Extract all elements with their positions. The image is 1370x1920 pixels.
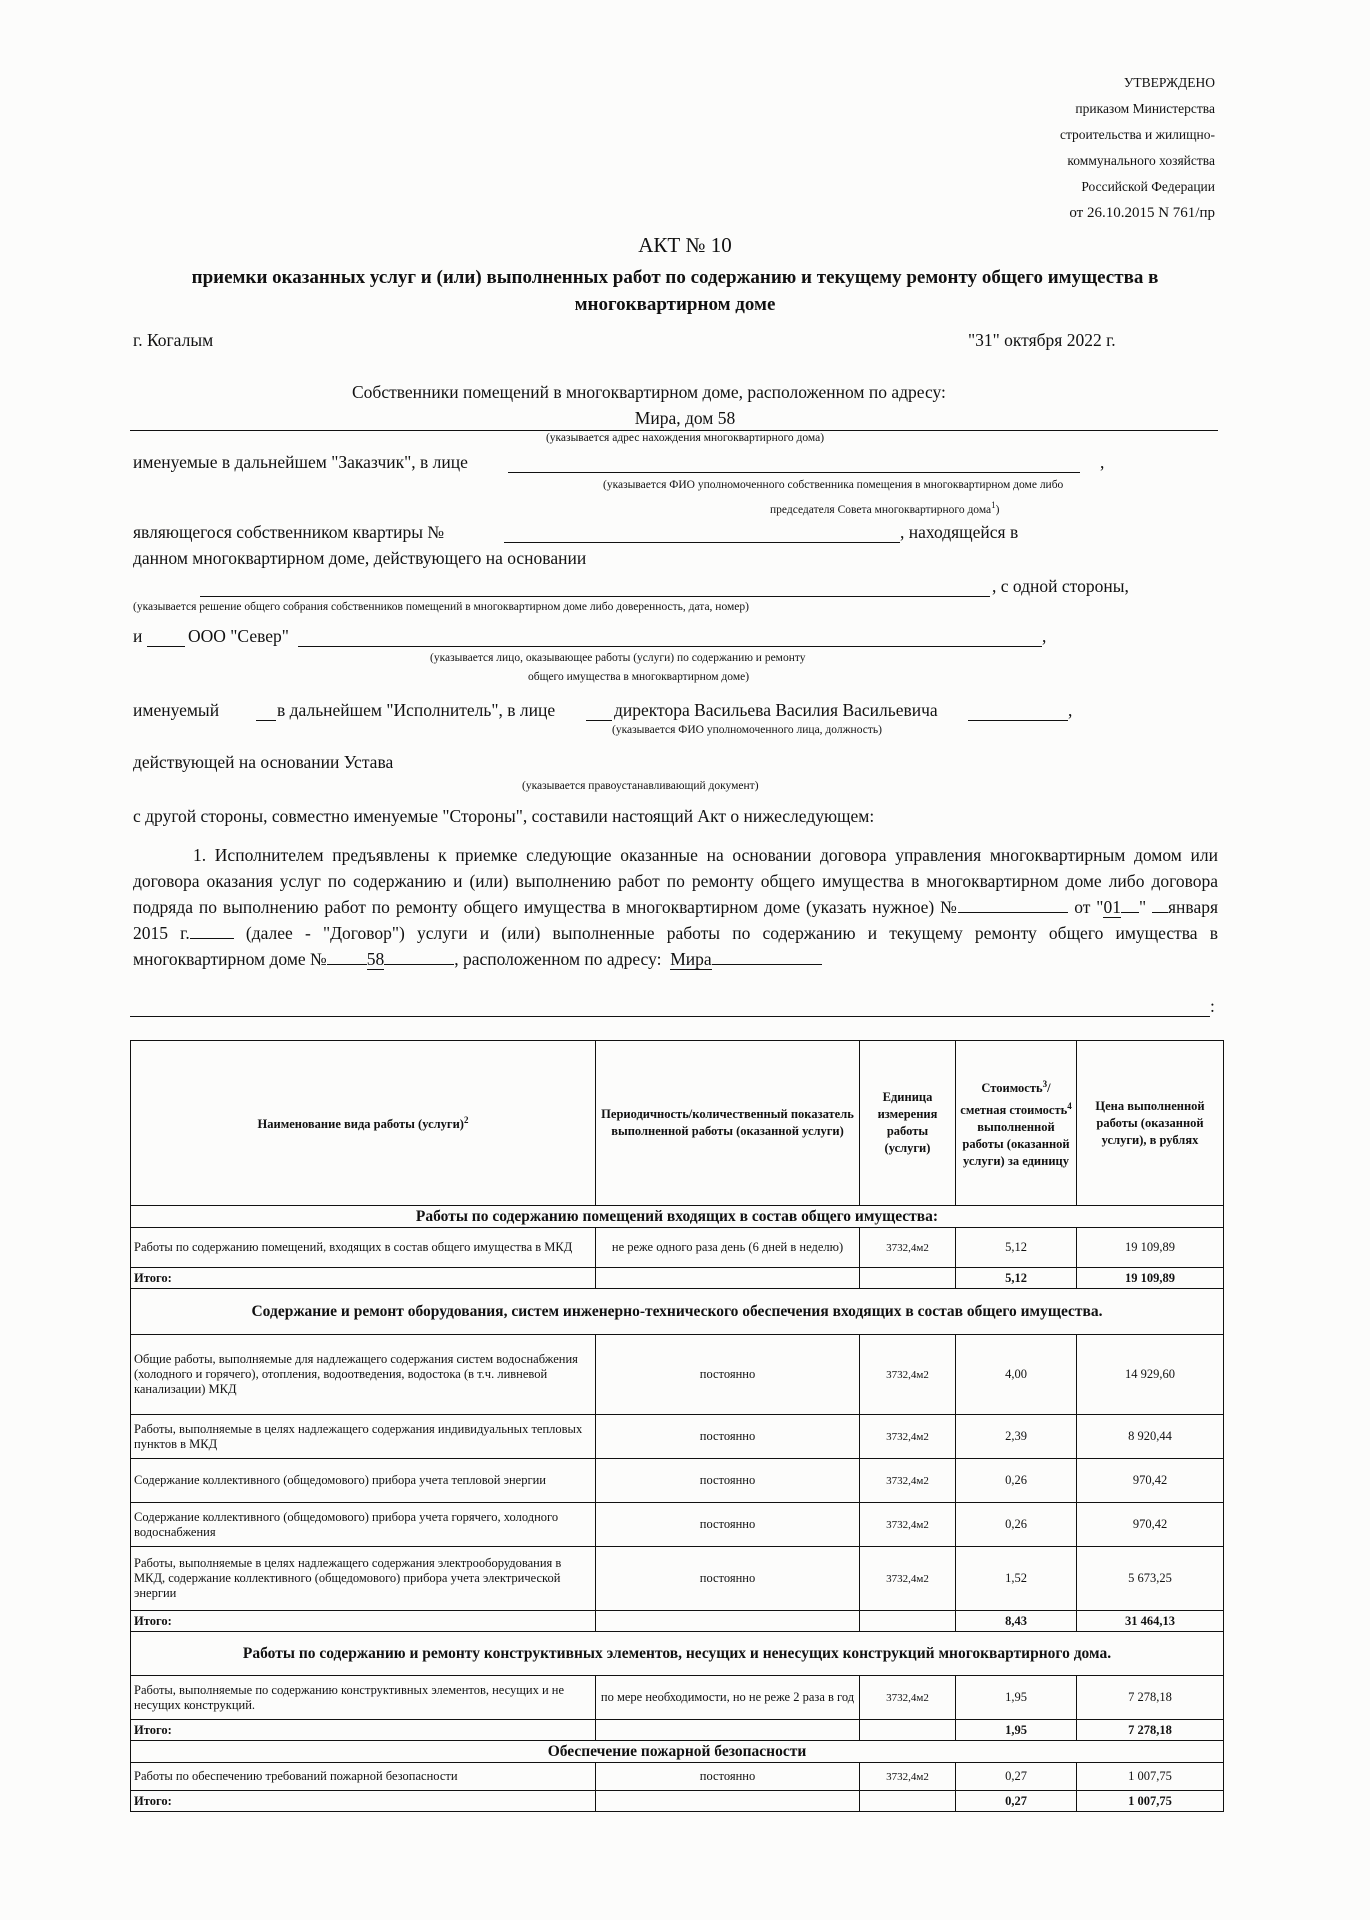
total-cost: 1,95 bbox=[956, 1720, 1077, 1741]
approved-line: Российской Федерации bbox=[1081, 179, 1215, 194]
total-label: Итого: bbox=[131, 1791, 596, 1812]
customer-note: (указывается ФИО уполномоченного собственника помещения в многоквартирном доме либо bbox=[603, 479, 1064, 491]
total-label: Итого: bbox=[131, 1611, 596, 1632]
acting-note: (указывается правоустанавливающий документ) bbox=[522, 780, 759, 792]
director-note: (указывается ФИО уполномоченного лица, должность) bbox=[612, 724, 882, 736]
address-continuation-underline bbox=[130, 1016, 1210, 1017]
blank bbox=[190, 922, 234, 939]
work-periodicity: постоянно bbox=[596, 1763, 860, 1791]
total-cost: 8,43 bbox=[956, 1611, 1077, 1632]
work-cost: 5,12 bbox=[956, 1228, 1077, 1268]
address-note: (указывается адрес нахождения многоквартирного дома) bbox=[545, 432, 825, 444]
work-periodicity: постоянно bbox=[596, 1459, 860, 1503]
header-text: Наименование вида работы (услуги) bbox=[257, 1117, 464, 1132]
table-row bbox=[131, 1676, 1224, 1720]
table-row bbox=[131, 1763, 1224, 1791]
work-periodicity: постоянно bbox=[596, 1335, 860, 1415]
work-periodicity: не реже одного раза день (6 дней в неделю) bbox=[596, 1228, 860, 1268]
clause-text: " bbox=[1138, 897, 1147, 917]
work-periodicity: по мере необходимости, но не реже 2 раза в год bbox=[596, 1676, 860, 1720]
work-unit: 3732,4м2 bbox=[860, 1459, 956, 1503]
customer-note-text: председателя Совета многоквартирного дома bbox=[770, 503, 992, 516]
underline bbox=[586, 720, 612, 721]
customer-note bbox=[770, 500, 999, 516]
work-unit: 3732,4м2 bbox=[860, 1763, 956, 1791]
work-cost: 0,27 bbox=[956, 1763, 1077, 1791]
named-prefix: именуемый bbox=[133, 700, 220, 720]
header-unit: Единица измерения работы (услуги) bbox=[860, 1041, 956, 1206]
table-header-row bbox=[131, 1041, 1224, 1206]
blank bbox=[1121, 896, 1139, 913]
work-cost: 1,52 bbox=[956, 1547, 1077, 1611]
clause-text: 1. Исполнителем предъявлены к приемке следующие оказанные на основании договора управления многоквартирным домом или договора оказания услуг по содержанию и (или) выполнению работ по ремонту общего имущества в многоквартирном доме либо договора подряда по выполнению работ по ремонту общего имущества в многоквартирном доме (указать нужное) № bbox=[133, 845, 1218, 917]
other-side-line: с другой стороны, совместно именуемые "Стороны", составили настоящий Акт о нижеследующем: bbox=[133, 806, 875, 826]
customer-underline bbox=[508, 472, 1080, 473]
decision-note: (указывается решение общего собрания собственников помещений в многоквартирном доме либо доверенность, дата, номер) bbox=[133, 601, 749, 613]
header-text: /сметная стоимость bbox=[960, 1081, 1068, 1117]
table-row bbox=[131, 1415, 1224, 1459]
total-row bbox=[131, 1611, 1224, 1632]
header-cost bbox=[956, 1041, 1077, 1206]
address-value: Мира, дом 58 bbox=[634, 408, 736, 428]
total-price: 31 464,13 bbox=[1077, 1611, 1224, 1632]
basis-underline bbox=[200, 596, 990, 597]
comma: , bbox=[1068, 700, 1073, 720]
section-row bbox=[131, 1741, 1224, 1763]
comma: , bbox=[1042, 626, 1047, 646]
work-price: 14 929,60 bbox=[1077, 1335, 1224, 1415]
contractor-note: общего имущества в многоквартирном доме) bbox=[528, 671, 750, 683]
total-price: 7 278,18 bbox=[1077, 1720, 1224, 1741]
approved-line: строительства и жилищно- bbox=[1060, 127, 1215, 142]
work-price: 19 109,89 bbox=[1077, 1228, 1224, 1268]
work-name: Работы, выполняемые в целях надлежащего содержания электрооборудования в МКД, содержание коллективного (общедомового) прибора учета электрической энергии bbox=[131, 1547, 596, 1611]
total-label: Итого: bbox=[131, 1268, 596, 1289]
house-number: 58 bbox=[366, 949, 385, 969]
blank bbox=[327, 948, 367, 965]
underline bbox=[256, 720, 276, 721]
blank bbox=[384, 948, 454, 965]
clause-text: от " bbox=[1074, 897, 1104, 917]
work-price: 7 278,18 bbox=[1077, 1676, 1224, 1720]
work-price: 970,42 bbox=[1077, 1459, 1224, 1503]
city: г. Когалым bbox=[133, 330, 214, 350]
work-unit: 3732,4м2 bbox=[860, 1503, 956, 1547]
total-label: Итого: bbox=[131, 1720, 596, 1741]
owner-apartment-end: , находящейся в bbox=[900, 522, 1019, 542]
work-cost: 0,26 bbox=[956, 1459, 1077, 1503]
owners-line: Собственники помещений в многоквартирном доме, расположенном по адресу: bbox=[352, 382, 946, 402]
director-underline bbox=[968, 720, 1068, 721]
work-cost: 0,26 bbox=[956, 1503, 1077, 1547]
basis-line: данном многоквартирном доме, действующего на основании bbox=[133, 548, 587, 568]
work-name: Содержание коллективного (общедомового) прибора учета горячего, холодного водоснабжения bbox=[131, 1503, 596, 1547]
work-name: Работы по содержанию помещений, входящих в состав общего имущества в МКД bbox=[131, 1228, 596, 1268]
approved-line: от 26.10.2015 N 761/пр bbox=[1069, 205, 1215, 221]
acting-basis: действующей на основании Устава bbox=[133, 752, 394, 772]
clause-1 bbox=[133, 842, 1218, 972]
empty-cell bbox=[596, 1791, 860, 1812]
work-price: 1 007,75 bbox=[1077, 1763, 1224, 1791]
section-row bbox=[131, 1289, 1224, 1335]
named-mid: в дальнейшем "Исполнитель", в лице bbox=[277, 700, 556, 720]
work-periodicity: постоянно bbox=[596, 1547, 860, 1611]
work-unit: 3732,4м2 bbox=[860, 1547, 956, 1611]
total-row bbox=[131, 1268, 1224, 1289]
and-prefix: и bbox=[133, 626, 143, 646]
section-title: Обеспечение пожарной безопасности bbox=[131, 1741, 1224, 1763]
contract-number-blank bbox=[958, 896, 1068, 913]
approved-line: приказом Министерства bbox=[1075, 101, 1215, 116]
street-name: Мира bbox=[670, 949, 712, 969]
apartment-underline bbox=[504, 542, 900, 543]
customer-line: именуемые в дальнейшем "Заказчик", в лице bbox=[133, 452, 468, 472]
approval-stamp-block bbox=[975, 70, 1215, 226]
act-title: АКТ № 10 bbox=[638, 233, 732, 257]
total-price: 19 109,89 bbox=[1077, 1268, 1224, 1289]
section-title: Работы по содержанию и ремонту конструктивных элементов, несущих и ненесущих конструкций многоквартирного дома. bbox=[131, 1632, 1224, 1676]
section-row bbox=[131, 1206, 1224, 1228]
work-periodicity: постоянно bbox=[596, 1503, 860, 1547]
empty-cell bbox=[596, 1720, 860, 1741]
comma: , bbox=[1100, 452, 1105, 472]
colon: : bbox=[1210, 996, 1215, 1016]
work-price: 970,42 bbox=[1077, 1503, 1224, 1547]
header-text: Стоимость bbox=[981, 1081, 1043, 1096]
footnote-mark: 3 bbox=[1042, 1079, 1048, 1090]
clause-text: расположенном по адресу: bbox=[462, 949, 662, 969]
total-row bbox=[131, 1791, 1224, 1812]
address-underline bbox=[130, 430, 1218, 431]
contract-day: 01 bbox=[1103, 897, 1121, 917]
contractor-note: (указывается лицо, оказывающее работы (услуги) по содержанию и ремонту bbox=[430, 652, 806, 664]
empty-cell bbox=[596, 1611, 860, 1632]
work-name: Работы, выполняемые в целях надлежащего содержания индивидуальных тепловых пунктов в МКД bbox=[131, 1415, 596, 1459]
act-date: "31" октября 2022 г. bbox=[968, 330, 1116, 350]
work-cost: 1,95 bbox=[956, 1676, 1077, 1720]
empty-cell bbox=[860, 1791, 956, 1812]
total-cost: 5,12 bbox=[956, 1268, 1077, 1289]
customer-note-end: ) bbox=[995, 503, 1000, 516]
owner-apartment-line: являющегося собственником квартиры № bbox=[133, 522, 445, 542]
section-row bbox=[131, 1632, 1224, 1676]
table-row bbox=[131, 1335, 1224, 1415]
table-row bbox=[131, 1503, 1224, 1547]
footnote-mark: 2 bbox=[463, 1115, 469, 1126]
total-price: 1 007,75 bbox=[1077, 1791, 1224, 1812]
header-text: выполненной работы (оказанной услуги) за единицу bbox=[962, 1119, 1070, 1168]
clause-text: (далее - "Договор") услуги и (или) выполненные работы по содержанию и текущему ремонту общего имущества в многоквартирном доме № bbox=[133, 923, 1218, 969]
work-periodicity: постоянно bbox=[596, 1415, 860, 1459]
underline bbox=[147, 646, 185, 647]
footnote-mark: 1 bbox=[991, 500, 996, 510]
table-row bbox=[131, 1459, 1224, 1503]
footnote-mark: 4 bbox=[1067, 1100, 1072, 1111]
header-price: Цена выполненной работы (оказанной услуги), в рублях bbox=[1077, 1041, 1224, 1206]
work-price: 5 673,25 bbox=[1077, 1547, 1224, 1611]
total-row bbox=[131, 1720, 1224, 1741]
one-side: , с одной стороны, bbox=[992, 576, 1129, 596]
work-unit: 3732,4м2 bbox=[860, 1335, 956, 1415]
work-unit: 3732,4м2 bbox=[860, 1415, 956, 1459]
table-row bbox=[131, 1228, 1224, 1268]
director-name: директора Васильева Василия Васильевича bbox=[614, 700, 938, 720]
work-cost: 4,00 bbox=[956, 1335, 1077, 1415]
approved-line: УТВЕРЖДЕНО bbox=[1123, 75, 1215, 90]
works-table bbox=[130, 1040, 1224, 1812]
empty-cell bbox=[860, 1268, 956, 1289]
work-unit: 3732,4м2 bbox=[860, 1676, 956, 1720]
blank bbox=[712, 948, 822, 965]
clause-text: , bbox=[454, 949, 459, 969]
empty-cell bbox=[860, 1720, 956, 1741]
act-subtitle: приемки оказанных услуг и (или) выполненных работ по содержанию и текущему ремонту общего имущества в многоквартирном доме bbox=[191, 267, 1159, 315]
empty-cell bbox=[860, 1611, 956, 1632]
contractor-underline bbox=[298, 646, 1042, 647]
section-title: Содержание и ремонт оборудования, систем инженерно-технического обеспечения входящих в состав общего имущества. bbox=[131, 1289, 1224, 1335]
work-name: Работы, выполняемые по содержанию конструктивных элементов, несущих и не несущих конструкций. bbox=[131, 1676, 596, 1720]
section-title: Работы по содержанию помещений входящих в состав общего имущества: bbox=[131, 1206, 1224, 1228]
table-row bbox=[131, 1547, 1224, 1611]
work-price: 8 920,44 bbox=[1077, 1415, 1224, 1459]
work-unit: 3732,4м2 bbox=[860, 1228, 956, 1268]
total-cost: 0,27 bbox=[956, 1791, 1077, 1812]
work-name: Общие работы, выполняемые для надлежащего содержания систем водоснабжения (холодного и горячего), отопления, водоотведения, водостока (в т.ч. ливневой канализации) МКД bbox=[131, 1335, 596, 1415]
approved-line: коммунального хозяйства bbox=[1067, 153, 1215, 168]
header-periodicity: Периодичность/количественный показатель выполненной работы (оказанной услуги) bbox=[596, 1041, 860, 1206]
empty-cell bbox=[596, 1268, 860, 1289]
header-name bbox=[131, 1041, 596, 1206]
blank bbox=[1152, 896, 1168, 913]
work-cost: 2,39 bbox=[956, 1415, 1077, 1459]
contractor-org: ООО "Север" bbox=[188, 626, 289, 646]
work-name: Содержание коллективного (общедомового) прибора учета тепловой энергии bbox=[131, 1459, 596, 1503]
work-name: Работы по обеспечению требований пожарной безопасности bbox=[131, 1763, 596, 1791]
contract-month: января 2015 г. bbox=[133, 897, 1219, 943]
